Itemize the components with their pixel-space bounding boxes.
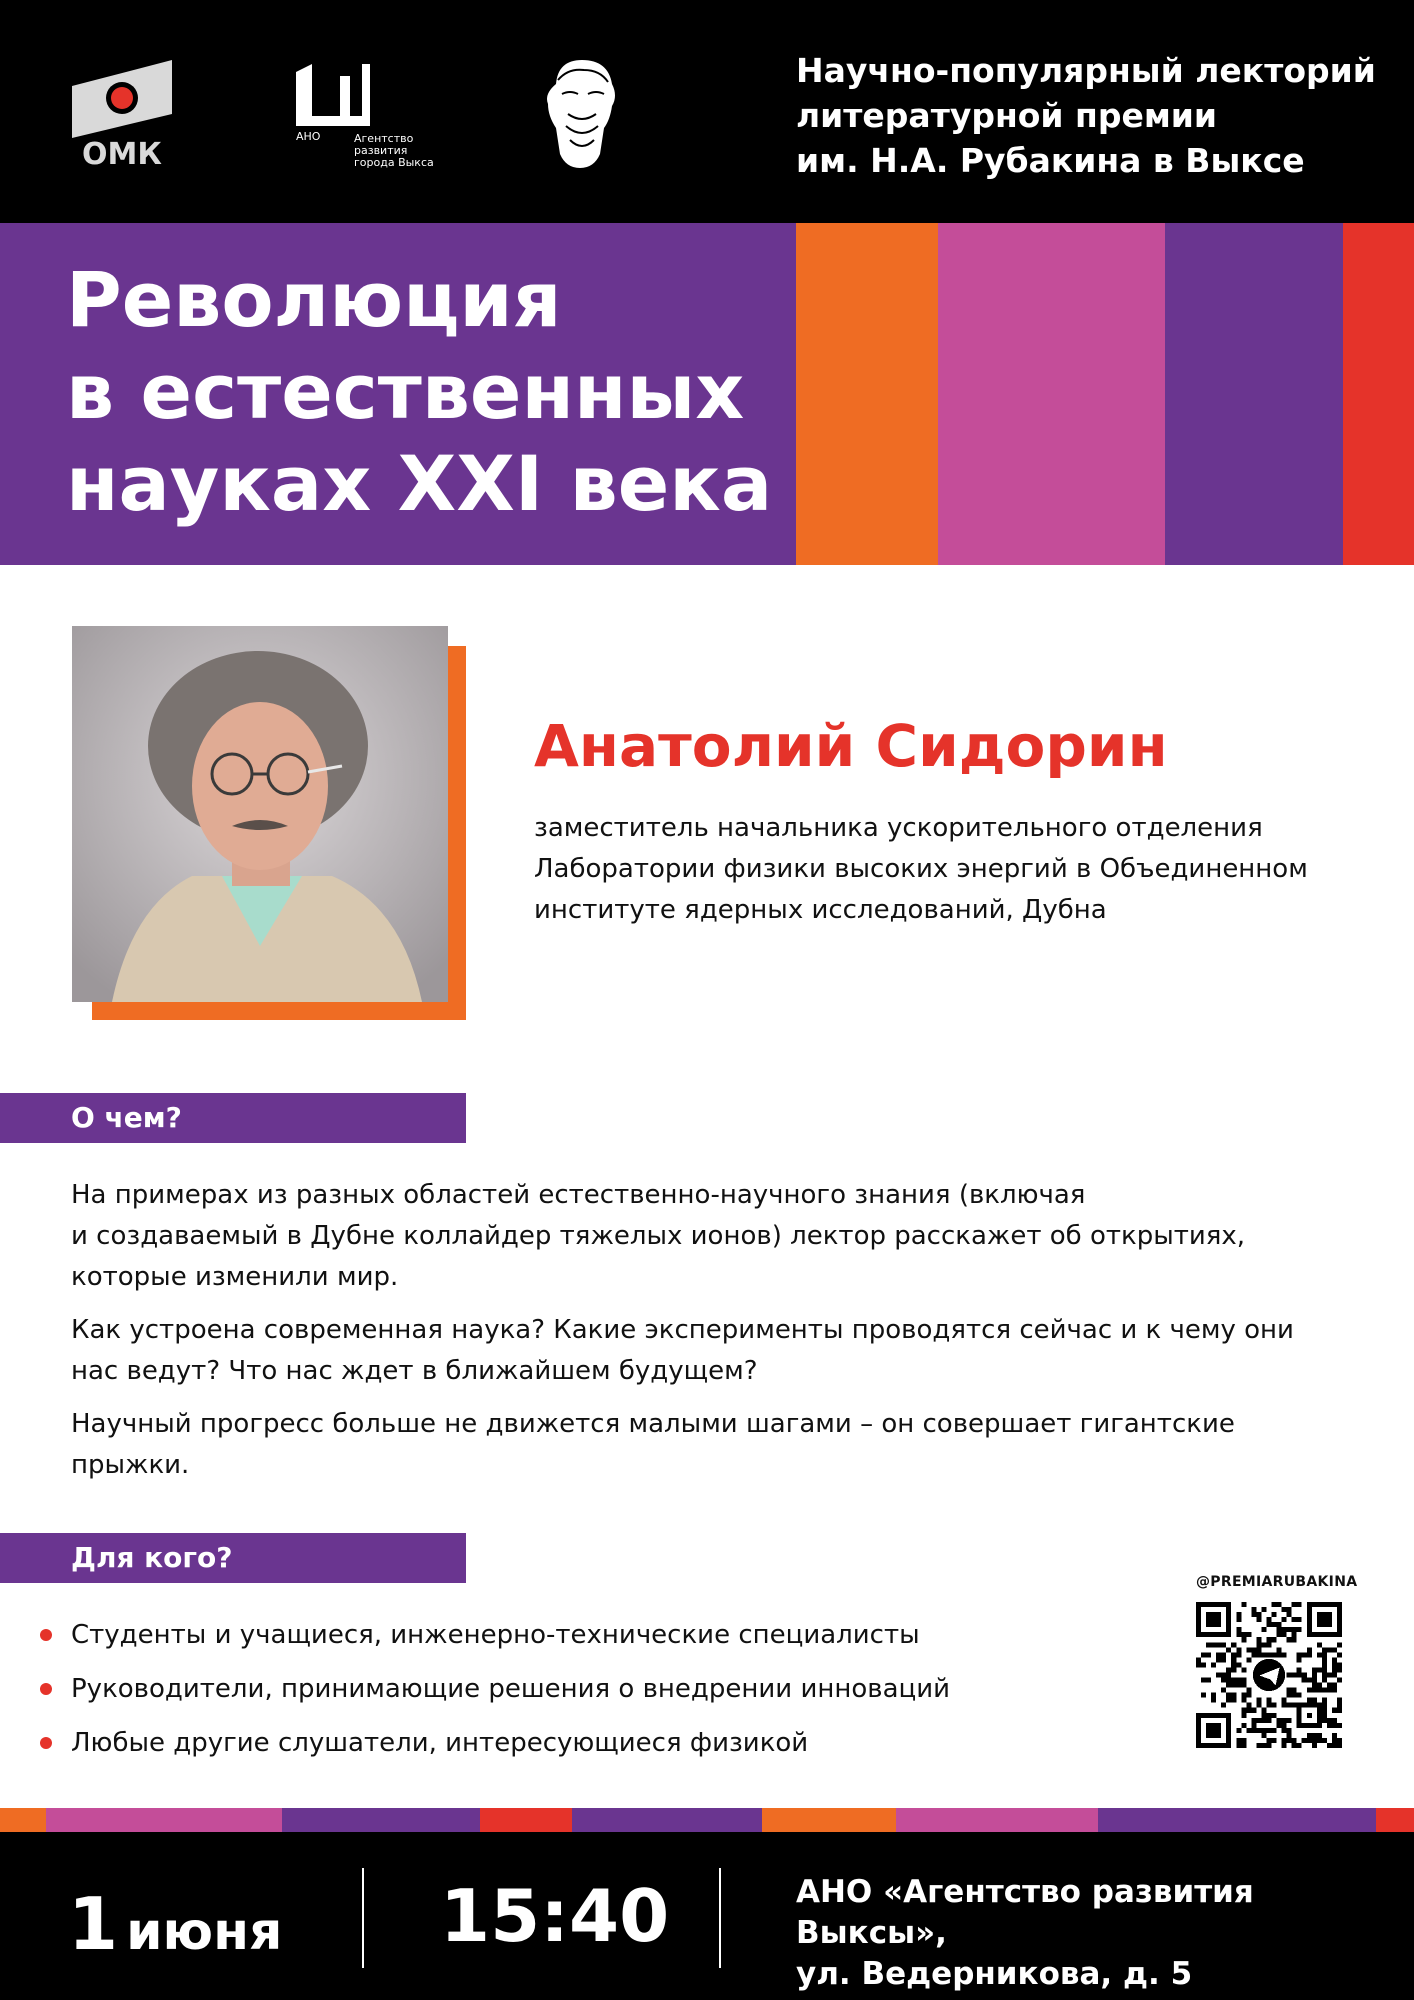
ano-logo [294,60,444,170]
bullet-dot-icon [40,1737,52,1749]
lecture-title-line: науках XXI века [66,439,773,528]
header-title-line: им. Н.А. Рубакина в Выксе [796,141,1305,180]
stripe-segment [896,1808,1098,1832]
speaker-role-line: Лаборатории физики высоких энергий в Объединенном [534,854,1308,884]
event-time: 15:40 [440,1874,670,1958]
audience-section-label: Для кого? [71,1541,233,1574]
ano-text-3: города Выкса [354,156,434,169]
audience-item-text: Руководители, принимающие решения о внедрении инноваций [71,1674,951,1704]
address-line: АНО «Агентство развития Выксы», [796,1874,1254,1951]
ano-text-2: развития [354,144,408,157]
omk-logo-text: ОМК [82,137,162,168]
event-address [796,1872,1396,1995]
speaker-role-line: заместитель начальника ускорительного отделения [534,813,1263,843]
header-title-line: литературной премии [796,96,1218,135]
about-paragraph [71,1310,1361,1392]
lecture-title-line: Революция [66,255,562,344]
stripe-segment [1098,1808,1376,1832]
about-line: Научный прогресс больше не движется малыми шагами – он совершает гигантские [71,1409,1235,1439]
stripe-segment [480,1808,572,1832]
qr-code[interactable] [1196,1602,1342,1748]
list-item [40,1662,1140,1716]
footer [0,1832,1414,2000]
speaker-name: Анатолий Сидорин [534,712,1168,780]
stripe-segment [762,1808,896,1832]
ano-abbr: АНО [296,130,321,143]
banner-stripe-orange [796,223,938,565]
event-month: июня [126,1902,283,1962]
about-line: На примерах из разных областей естественно-научного знания (включая [71,1180,1086,1210]
banner-stripe-red [1343,223,1414,565]
audience-item-text: Любые другие слушатели, интересующиеся физикой [71,1728,809,1758]
about-line: прыжки. [71,1450,190,1480]
footer-divider [362,1868,364,1968]
bottom-color-stripe [0,1808,1414,1832]
lecture-title [66,254,796,530]
about-line: Как устроена современная наука? Какие эксперименты проводятся сейчас и к чему они [71,1315,1294,1345]
list-item [40,1716,1140,1770]
omk-logo [70,58,174,168]
lecture-title-line: в естественных [66,347,745,436]
stripe-segment [572,1808,762,1832]
stripe-segment [1376,1808,1414,1832]
stripe-segment [0,1808,46,1832]
social-handle[interactable]: @PREMIARUBAKINA [1196,1574,1358,1590]
banner-stripe-pink [938,223,1165,565]
about-text [71,1175,1361,1498]
bullet-dot-icon [40,1683,52,1695]
event-day: 1 [68,1882,119,1966]
about-line: и создаваемый в Дубне коллайдер тяжелых ионов) лектор расскажет об открытиях, [71,1221,1246,1251]
header [0,0,1414,223]
speaker-role [534,808,1364,931]
about-paragraph [71,1175,1361,1298]
address-line: ул. Ведерникова, д. 5 [796,1956,1193,1992]
ano-text-1: Агентство [354,132,414,145]
stripe-segment [282,1808,480,1832]
header-title-line: Научно-популярный лекторий [796,51,1376,90]
about-section-label: О чем? [71,1101,182,1134]
audience-list [40,1608,1140,1770]
about-line: нас ведут? Что нас ждет в ближайшем будущем? [71,1356,758,1386]
stripe-segment [46,1808,282,1832]
speaker-role-line: институте ядерных исследований, Дубна [534,895,1107,925]
footer-divider [719,1868,721,1968]
banner-stripe-purple-2 [1165,223,1343,565]
about-section-header [0,1093,466,1143]
audience-section-header [0,1533,466,1583]
rubakin-portrait-logo [538,54,622,170]
lecture-series-title [796,48,1386,183]
speaker-photo [72,626,448,1002]
bullet-dot-icon [40,1629,52,1641]
about-paragraph [71,1404,1361,1486]
list-item [40,1608,1140,1662]
about-line: которые изменили мир. [71,1262,399,1292]
event-date [68,1882,282,1966]
audience-item-text: Студенты и учащиеся, инженерно-технические специалисты [71,1620,920,1650]
